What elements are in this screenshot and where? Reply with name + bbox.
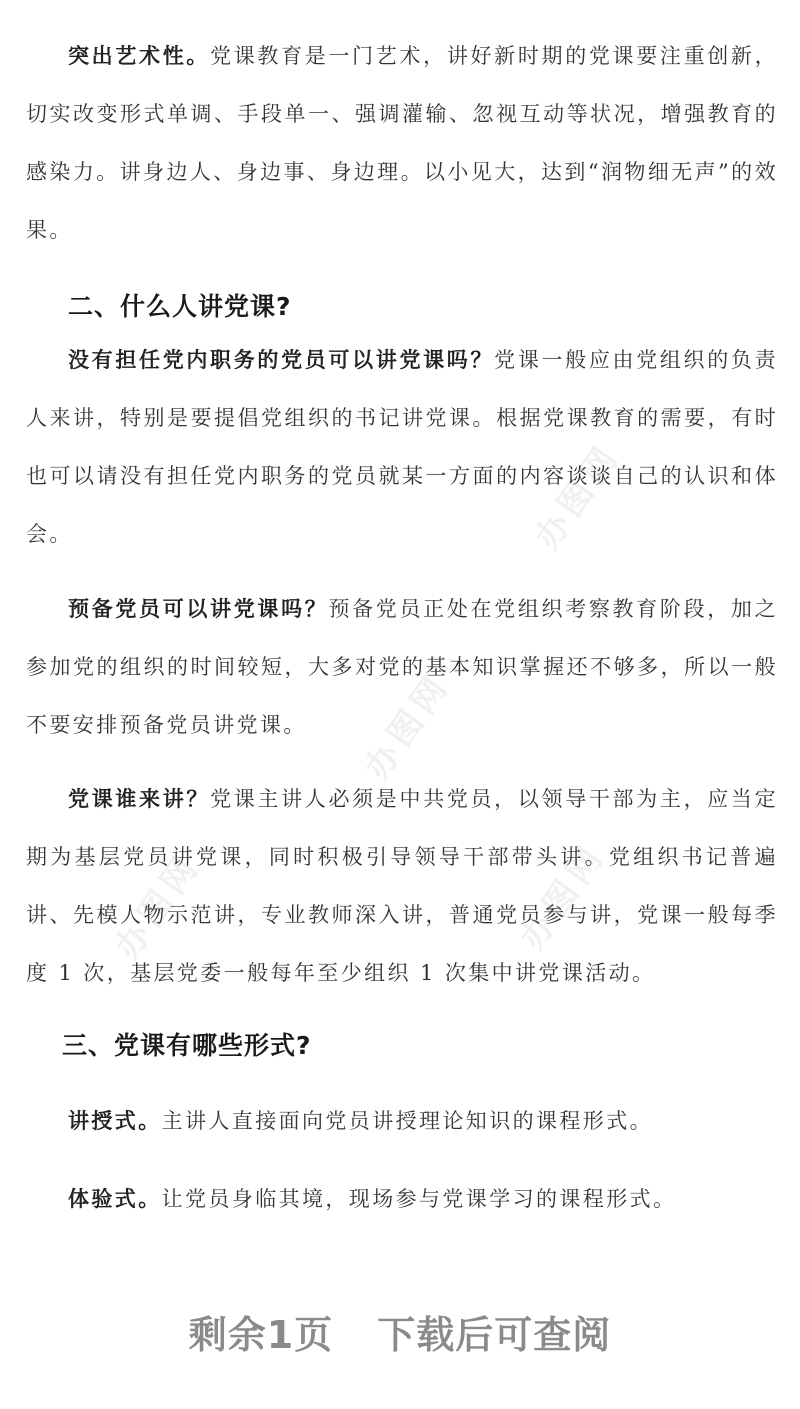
watermark: 办图网 xyxy=(357,665,459,788)
paragraph-lead: 预备党员可以讲党课吗？ xyxy=(68,596,329,621)
paragraph-lead: 没有担任党内职务的党员可以讲党课吗？ xyxy=(68,347,495,372)
section-heading-who: 二、什么人讲党课? xyxy=(68,292,292,321)
paragraph-body: 党课一般应由党组织的负责人来讲，特别是要提倡党组织的书记讲党课。根据党课教育的需要，有时也可以请没有担任党内职务的党员就某一方面的内容谈谈自己的认识和体会。 xyxy=(26,348,778,546)
download-prompt-banner[interactable] xyxy=(0,1300,800,1370)
watermark: 办图网 xyxy=(527,435,629,558)
paragraph-probationary-members xyxy=(26,580,778,754)
paragraph-body: 让党员身临其境，现场参与党课学习的课程形式。 xyxy=(161,1187,677,1211)
paragraph-body: 主讲人直接面向党员讲授理论知识的课程形式。 xyxy=(161,1109,654,1133)
paragraph-experience-form xyxy=(26,1170,778,1228)
paragraph-lead: 讲授式。 xyxy=(68,1108,162,1133)
watermark: 办图网 xyxy=(512,835,614,958)
paragraph-lecture-form xyxy=(26,1092,778,1150)
paragraph-lead: 突出艺术性。 xyxy=(68,43,211,68)
paragraph-artistry xyxy=(26,27,778,259)
paragraph-non-office-members xyxy=(26,331,778,563)
download-to-view-text[interactable]: 下载后可查阅 xyxy=(377,1313,612,1357)
paragraph-body: 党课教育是一门艺术，讲好新时期的党课要注重创新，切实改变形式单调、手段单一、强调灌输、忽视互动等状况，增强教育的感染力。讲身边人、身边事、身边理。以小见大，达到“润物细无声”的效果。 xyxy=(26,44,778,242)
paragraph-body: 党课主讲人必须是中共党员，以领导干部为主，应当定期为基层党员讲党课，同时积极引导领导干部带头讲。党组织书记普遍讲、先模人物示范讲，专业教师深入讲，普通党员参与讲，党课一般每季度 1 次，基层党委一般每年至少组织 1 次集中讲党课活动。 xyxy=(26,787,778,985)
watermark: 办图网 xyxy=(107,845,209,968)
paragraph-lead: 体验式。 xyxy=(68,1186,162,1211)
paragraph-who-lectures xyxy=(26,770,778,1002)
paragraph-body: 预备党员正处在党组织考察教育阶段，加之参加党的组织的时间较短，大多对党的基本知识掌握还不够多，所以一般不要安排预备党员讲党课。 xyxy=(26,597,778,737)
remaining-pages-text: 剩余1页 xyxy=(188,1313,334,1357)
section-heading-forms: 三、党课有哪些形式? xyxy=(62,1031,312,1060)
paragraph-lead: 党课谁来讲？ xyxy=(68,786,211,811)
